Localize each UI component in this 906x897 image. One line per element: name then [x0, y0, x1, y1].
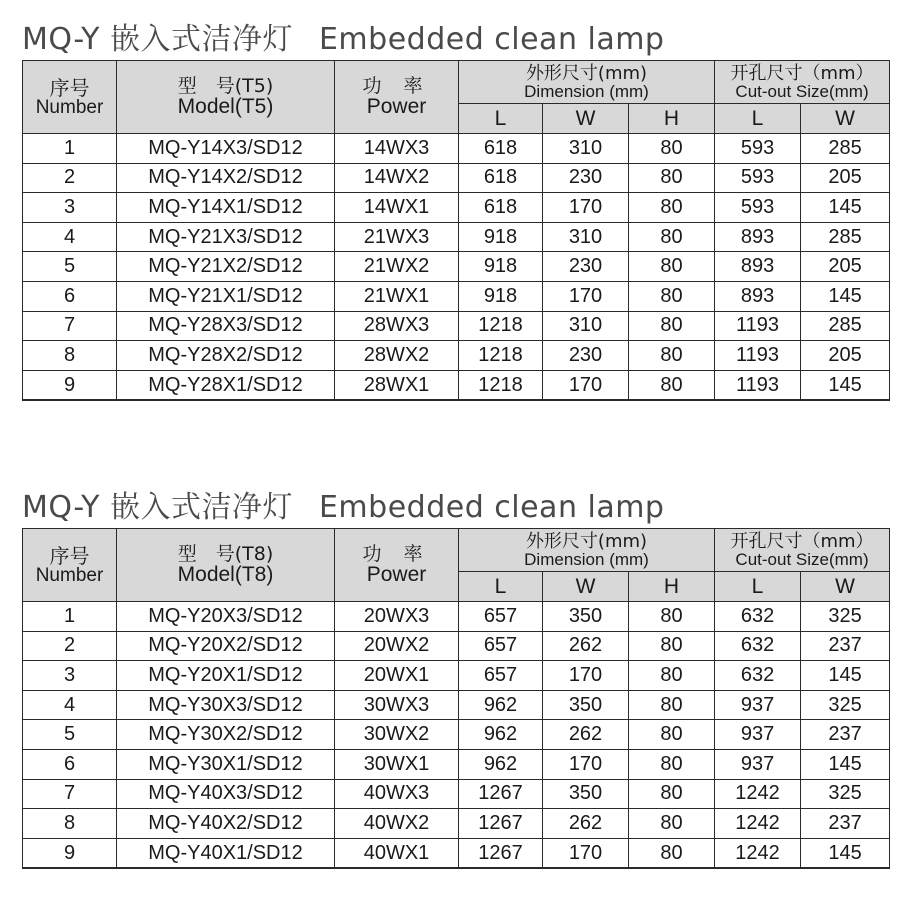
- cell-model: MQ-Y40X3/SD12: [117, 779, 335, 809]
- cell-cut-l: 593: [715, 134, 801, 164]
- cell-cut-w: 205: [801, 252, 890, 282]
- table-body: [23, 602, 890, 869]
- cell-model: MQ-Y21X3/SD12: [117, 222, 335, 252]
- table-row: [23, 602, 890, 632]
- cell-dim-h: 80: [629, 163, 715, 193]
- cell-model: MQ-Y40X1/SD12: [117, 838, 335, 868]
- cell-number: 2: [23, 631, 117, 661]
- table-row: [23, 690, 890, 720]
- cell-dim-h: 80: [629, 749, 715, 779]
- cell-dim-l: 1267: [459, 779, 543, 809]
- cell-cut-l: 1193: [715, 311, 801, 341]
- cell-dim-w: 170: [543, 661, 629, 691]
- cell-dim-h: 80: [629, 838, 715, 868]
- cell-dim-h: 80: [629, 222, 715, 252]
- cell-dim-l: 618: [459, 163, 543, 193]
- cell-power: 14WX1: [335, 193, 459, 223]
- cell-number: 8: [23, 341, 117, 371]
- header-power: 功 率 Power: [335, 529, 459, 602]
- cell-model: MQ-Y21X1/SD12: [117, 281, 335, 311]
- cell-dim-w: 170: [543, 838, 629, 868]
- cell-dim-w: 350: [543, 779, 629, 809]
- cell-number: 2: [23, 163, 117, 193]
- cell-dim-w: 170: [543, 749, 629, 779]
- cell-cut-w: 205: [801, 341, 890, 371]
- cell-power: 40WX3: [335, 779, 459, 809]
- cell-dim-h: 80: [629, 690, 715, 720]
- cell-cut-l: 893: [715, 281, 801, 311]
- cell-cut-w: 325: [801, 602, 890, 632]
- table-row: [23, 134, 890, 164]
- cell-dim-h: 80: [629, 281, 715, 311]
- cell-dim-l: 1267: [459, 809, 543, 839]
- cell-dim-w: 262: [543, 720, 629, 750]
- header-dimension: 外形尺寸(mm) Dimension (mm): [459, 61, 715, 104]
- cell-dim-h: 80: [629, 193, 715, 223]
- cell-power: 21WX1: [335, 281, 459, 311]
- cell-model: MQ-Y28X1/SD12: [117, 370, 335, 400]
- header-number: 序号 Number: [23, 529, 117, 602]
- cell-dim-w: 170: [543, 370, 629, 400]
- cell-model: MQ-Y30X2/SD12: [117, 720, 335, 750]
- cell-number: 1: [23, 134, 117, 164]
- cell-dim-h: 80: [629, 341, 715, 371]
- cell-cut-l: 893: [715, 222, 801, 252]
- cell-dim-w: 310: [543, 311, 629, 341]
- cell-model: MQ-Y20X3/SD12: [117, 602, 335, 632]
- cell-cut-w: 145: [801, 661, 890, 691]
- table-body: [23, 134, 890, 401]
- cell-power: 30WX1: [335, 749, 459, 779]
- cell-model: MQ-Y14X1/SD12: [117, 193, 335, 223]
- cell-dim-w: 310: [543, 222, 629, 252]
- cell-model: MQ-Y14X3/SD12: [117, 134, 335, 164]
- cell-cut-l: 632: [715, 602, 801, 632]
- table-header: [23, 61, 890, 134]
- table-row: [23, 779, 890, 809]
- title-en: Embedded clean lamp: [318, 490, 665, 525]
- header-cut-w: W: [801, 104, 890, 134]
- cell-cut-l: 937: [715, 720, 801, 750]
- cell-dim-l: 962: [459, 749, 543, 779]
- cell-dim-h: 80: [629, 311, 715, 341]
- cell-dim-h: 80: [629, 602, 715, 632]
- table-header: [23, 529, 890, 602]
- cell-cut-w: 237: [801, 720, 890, 750]
- cell-cut-w: 145: [801, 838, 890, 868]
- cell-number: 5: [23, 720, 117, 750]
- section-title-t8: [22, 482, 664, 526]
- header-model: 型 号(T8) Model(T8): [117, 529, 335, 602]
- cell-dim-w: 262: [543, 631, 629, 661]
- cell-dim-l: 618: [459, 134, 543, 164]
- title-code: MQ-Y 嵌入式洁净灯: [22, 22, 293, 57]
- cell-cut-l: 632: [715, 661, 801, 691]
- cell-cut-l: 937: [715, 749, 801, 779]
- cell-dim-w: 350: [543, 602, 629, 632]
- cell-cut-w: 145: [801, 749, 890, 779]
- cell-dim-l: 918: [459, 281, 543, 311]
- cell-dim-w: 170: [543, 193, 629, 223]
- cell-number: 4: [23, 222, 117, 252]
- cell-dim-l: 962: [459, 720, 543, 750]
- cell-cut-l: 1242: [715, 779, 801, 809]
- header-cut-w: W: [801, 572, 890, 602]
- cell-power: 30WX3: [335, 690, 459, 720]
- cell-cut-w: 205: [801, 163, 890, 193]
- cell-power: 21WX3: [335, 222, 459, 252]
- section-title-t5: [22, 14, 664, 58]
- cell-power: 30WX2: [335, 720, 459, 750]
- cell-power: 40WX2: [335, 809, 459, 839]
- cell-cut-w: 285: [801, 311, 890, 341]
- cell-cut-w: 145: [801, 281, 890, 311]
- cell-dim-w: 170: [543, 281, 629, 311]
- header-dim-h: H: [629, 572, 715, 602]
- cell-cut-l: 1193: [715, 370, 801, 400]
- header-dim-w: W: [543, 104, 629, 134]
- cell-number: 4: [23, 690, 117, 720]
- cell-dim-h: 80: [629, 370, 715, 400]
- header-dim-l: L: [459, 104, 543, 134]
- table-row: [23, 252, 890, 282]
- cell-cut-l: 593: [715, 163, 801, 193]
- cell-dim-w: 350: [543, 690, 629, 720]
- cell-cut-w: 237: [801, 809, 890, 839]
- cell-power: 20WX2: [335, 631, 459, 661]
- cell-model: MQ-Y28X3/SD12: [117, 311, 335, 341]
- cell-dim-h: 80: [629, 252, 715, 282]
- table-row: [23, 281, 890, 311]
- cell-model: MQ-Y40X2/SD12: [117, 809, 335, 839]
- table-row: [23, 720, 890, 750]
- cell-power: 40WX1: [335, 838, 459, 868]
- cell-number: 7: [23, 779, 117, 809]
- cell-dim-w: 230: [543, 163, 629, 193]
- cell-cut-w: 285: [801, 222, 890, 252]
- cell-power: 28WX2: [335, 341, 459, 371]
- table-row: [23, 838, 890, 868]
- cell-number: 6: [23, 281, 117, 311]
- title-en: Embedded clean lamp: [318, 22, 665, 57]
- header-power: 功 率 Power: [335, 61, 459, 134]
- cell-number: 3: [23, 193, 117, 223]
- table-row: [23, 631, 890, 661]
- cell-number: 9: [23, 370, 117, 400]
- table-row: [23, 193, 890, 223]
- cell-model: MQ-Y21X2/SD12: [117, 252, 335, 282]
- header-cut-l: L: [715, 104, 801, 134]
- title-code: MQ-Y 嵌入式洁净灯: [22, 490, 293, 525]
- cell-model: MQ-Y20X1/SD12: [117, 661, 335, 691]
- cell-number: 6: [23, 749, 117, 779]
- header-number: 序号 Number: [23, 61, 117, 134]
- cell-dim-l: 657: [459, 661, 543, 691]
- cell-cut-l: 632: [715, 631, 801, 661]
- cell-number: 8: [23, 809, 117, 839]
- header-model: 型 号(T5) Model(T5): [117, 61, 335, 134]
- cell-model: MQ-Y20X2/SD12: [117, 631, 335, 661]
- cell-model: MQ-Y30X3/SD12: [117, 690, 335, 720]
- cell-dim-l: 918: [459, 222, 543, 252]
- cell-power: 21WX2: [335, 252, 459, 282]
- cell-dim-w: 262: [543, 809, 629, 839]
- spec-table-t8: [22, 528, 890, 869]
- cell-cut-l: 937: [715, 690, 801, 720]
- cell-dim-l: 1218: [459, 370, 543, 400]
- cell-cut-l: 893: [715, 252, 801, 282]
- cell-cut-w: 325: [801, 779, 890, 809]
- cell-dim-h: 80: [629, 134, 715, 164]
- header-dim-l: L: [459, 572, 543, 602]
- cell-dim-h: 80: [629, 631, 715, 661]
- cell-dim-l: 1267: [459, 838, 543, 868]
- cell-number: 3: [23, 661, 117, 691]
- cell-cut-w: 145: [801, 193, 890, 223]
- header-cutout: 开孔尺寸（mm） Cut-out Size(mm): [715, 61, 890, 104]
- cell-power: 28WX1: [335, 370, 459, 400]
- header-cut-l: L: [715, 572, 801, 602]
- table-row: [23, 341, 890, 371]
- cell-power: 20WX1: [335, 661, 459, 691]
- cell-dim-h: 80: [629, 661, 715, 691]
- header-dim-h: H: [629, 104, 715, 134]
- cell-power: 14WX3: [335, 134, 459, 164]
- cell-dim-l: 657: [459, 631, 543, 661]
- cell-cut-w: 325: [801, 690, 890, 720]
- cell-dim-h: 80: [629, 809, 715, 839]
- cell-dim-w: 230: [543, 341, 629, 371]
- cell-cut-l: 593: [715, 193, 801, 223]
- table-row: [23, 222, 890, 252]
- header-cutout: 开孔尺寸（mm） Cut-out Size(mm): [715, 529, 890, 572]
- cell-dim-l: 1218: [459, 311, 543, 341]
- cell-dim-w: 230: [543, 252, 629, 282]
- table-row: [23, 809, 890, 839]
- cell-number: 5: [23, 252, 117, 282]
- table-row: [23, 661, 890, 691]
- cell-number: 7: [23, 311, 117, 341]
- cell-dim-l: 962: [459, 690, 543, 720]
- cell-power: 20WX3: [335, 602, 459, 632]
- cell-power: 28WX3: [335, 311, 459, 341]
- table-row: [23, 311, 890, 341]
- table-row: [23, 163, 890, 193]
- cell-dim-l: 1218: [459, 341, 543, 371]
- cell-power: 14WX2: [335, 163, 459, 193]
- cell-cut-l: 1242: [715, 838, 801, 868]
- cell-dim-l: 918: [459, 252, 543, 282]
- table-row: [23, 749, 890, 779]
- table-row: [23, 370, 890, 400]
- cell-dim-l: 618: [459, 193, 543, 223]
- cell-dim-h: 80: [629, 720, 715, 750]
- cell-dim-h: 80: [629, 779, 715, 809]
- cell-model: MQ-Y14X2/SD12: [117, 163, 335, 193]
- cell-dim-l: 657: [459, 602, 543, 632]
- spec-table-t5: [22, 60, 890, 401]
- header-dimension: 外形尺寸(mm) Dimension (mm): [459, 529, 715, 572]
- cell-cut-l: 1242: [715, 809, 801, 839]
- cell-number: 1: [23, 602, 117, 632]
- cell-cut-l: 1193: [715, 341, 801, 371]
- cell-number: 9: [23, 838, 117, 868]
- cell-cut-w: 285: [801, 134, 890, 164]
- cell-model: MQ-Y30X1/SD12: [117, 749, 335, 779]
- header-dim-w: W: [543, 572, 629, 602]
- cell-cut-w: 145: [801, 370, 890, 400]
- cell-dim-w: 310: [543, 134, 629, 164]
- cell-cut-w: 237: [801, 631, 890, 661]
- cell-model: MQ-Y28X2/SD12: [117, 341, 335, 371]
